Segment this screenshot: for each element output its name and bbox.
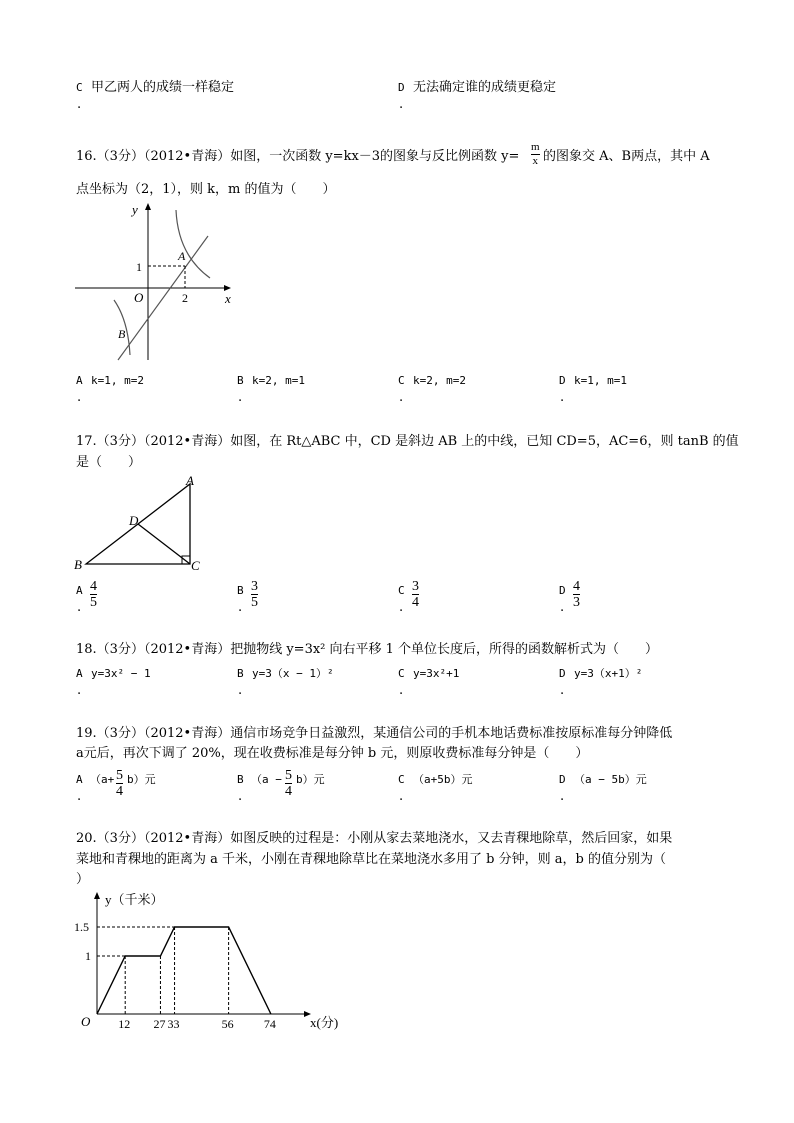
q18-option-text: y=3（x − 1）² xyxy=(252,667,334,680)
q16-option-text: k=2, m=1 xyxy=(252,374,305,387)
option-dot: . xyxy=(399,789,404,804)
option-dot: . xyxy=(560,789,565,804)
q16-option-letter: D xyxy=(559,374,566,387)
q17-stem-line1: 17.（3分）（2012•青海）如图，在 Rt△ABC 中，CD 是斜边 AB 上的中线，已知 CD=5，AC=6，则 tanB 的值 xyxy=(76,434,739,449)
option-dot: . xyxy=(238,683,243,698)
x-tick-label: 56 xyxy=(221,1017,234,1031)
chart-xlabel: x(分) xyxy=(310,1015,339,1030)
chart-origin: O xyxy=(81,1014,91,1029)
q19-stem-line2: a元后，再次下调了 20%，现在收费标准是每分钟 b 元，则原收费标准每分钟是（ ） xyxy=(76,746,589,761)
q16-option-letter: A xyxy=(76,374,83,387)
fig17-B: B xyxy=(74,557,82,572)
fig16-o: O xyxy=(134,290,144,305)
option-dot: . xyxy=(77,97,82,112)
series-line xyxy=(97,927,271,1014)
q18-option-letter: B xyxy=(237,667,244,680)
q18-option-letter: D xyxy=(559,667,566,680)
x-tick-label: 12 xyxy=(118,1017,131,1031)
q16-option-text: k=1, m=2 xyxy=(91,374,144,387)
q19-option-fraction: 5 4 xyxy=(285,768,292,799)
q18-option-letter: C xyxy=(398,667,405,680)
option-dot: . xyxy=(77,683,82,698)
x-tick-label: 74 xyxy=(263,1017,276,1031)
option-dot: . xyxy=(238,600,243,615)
option-dot: . xyxy=(399,683,404,698)
q18-stem: 18.（3分）（2012•青海）把抛物线 y=3x² 向右平移 1 个单位长度后，所得的函数解析式为（ ） xyxy=(76,642,659,657)
q20-stem-line1: 20.（3分）（2012•青海）如图反映的过程是：小刚从家去菜地浇水，又去青稞地除草，然后回家，如果 xyxy=(76,831,673,846)
q19-option-post: b）元 xyxy=(296,773,325,786)
option-dot: . xyxy=(238,789,243,804)
q19-option-post: b）元 xyxy=(127,773,156,786)
x-tick-label: 27 xyxy=(153,1017,166,1031)
fig16-x: x xyxy=(225,291,231,306)
q15-option-c-letter: C xyxy=(76,81,83,94)
q15-option-c: 甲乙两人的成绩一样稳定 xyxy=(91,80,235,95)
q16-option-letter: B xyxy=(237,374,244,387)
q19-option-letter: B xyxy=(237,773,244,786)
q20-chart xyxy=(70,888,360,1038)
q18-option-text: y=3x²+1 xyxy=(413,667,460,680)
option-dot: . xyxy=(399,600,404,615)
q18-option-text: y=3（x+1）² xyxy=(574,667,643,680)
q16-stem-a: 16.（3分）（2012•青海）如图，一次函数 y=kx－3的图象与反比例函数 y= xyxy=(76,149,520,164)
option-dot: . xyxy=(77,600,82,615)
option-dot: . xyxy=(77,789,82,804)
fig17-A: A xyxy=(186,473,194,488)
q16-option-text: k=2, m=2 xyxy=(413,374,466,387)
q16-figure xyxy=(70,200,240,365)
y-tick-label: 1 xyxy=(85,949,91,963)
option-dot: . xyxy=(560,683,565,698)
q16-stem-line2: 点坐标为（2，1），则 k，m 的值为（ ） xyxy=(76,182,336,197)
chart-ylabel: y（千米） xyxy=(105,892,164,907)
q19-option-text: （a − 5b）元 xyxy=(574,773,647,786)
option-dot: . xyxy=(399,390,404,405)
q17-stem-line2: 是（ ） xyxy=(76,455,142,470)
fig16-B: B xyxy=(118,327,126,341)
q17-option-letter: A xyxy=(76,584,83,597)
q16-option-text: k=1, m=1 xyxy=(574,374,627,387)
option-dot: . xyxy=(238,390,243,405)
q17-option-fraction: 3 5 xyxy=(251,579,258,610)
q19-option-text: （a+5b）元 xyxy=(413,773,473,786)
q18-option-letter: A xyxy=(76,667,83,680)
option-dot: . xyxy=(560,600,565,615)
fig16-A: A xyxy=(178,249,186,263)
q17-option-fraction: 4 3 xyxy=(573,579,580,610)
q16-option-letter: C xyxy=(398,374,405,387)
fig16-two: 2 xyxy=(182,291,188,305)
q19-option-letter: C xyxy=(398,773,405,786)
option-dot: . xyxy=(77,390,82,405)
q15-option-d-letter: D xyxy=(398,81,405,94)
fig17-C: C xyxy=(191,558,200,573)
option-dot: . xyxy=(560,390,565,405)
q16-stem-b: 的图象交 A、B两点，其中 A xyxy=(543,149,710,164)
q19-option-letter: A xyxy=(76,773,83,786)
q19-option-pre: （a − xyxy=(251,773,282,786)
y-tick-label: 1.5 xyxy=(74,920,89,934)
q17-option-letter: B xyxy=(237,584,244,597)
q16-fraction: m x xyxy=(531,141,540,167)
q15-option-d: 无法确定谁的成绩更稳定 xyxy=(413,80,557,95)
q17-figure xyxy=(70,472,210,577)
q18-option-text: y=3x² − 1 xyxy=(91,667,151,680)
fig16-one: 1 xyxy=(136,260,142,274)
fig16-y: y xyxy=(132,202,138,217)
x-tick-label: 33 xyxy=(167,1017,180,1031)
linear-line xyxy=(118,236,208,360)
q19-stem-line1: 19.（3分）（2012•青海）通信市场竞争日益激烈，某通信公司的手机本地话费标准按原标准每分钟降低 xyxy=(76,726,673,741)
hyperbola-branch-1 xyxy=(176,210,210,278)
q17-option-letter: C xyxy=(398,584,405,597)
q17-option-fraction: 4 5 xyxy=(90,579,97,610)
option-dot: . xyxy=(399,97,404,112)
q19-option-letter: D xyxy=(559,773,566,786)
fig17-D: D xyxy=(129,513,139,528)
q20-stem-line3: ） xyxy=(76,872,90,887)
q20-stem-line2: 菜地和青稞地的距离为 a 千米，小刚在青稞地除草比在菜地浇水多用了 b 分钟，则 a，b 的值分别为（ xyxy=(76,852,666,867)
q19-option-pre: （a+ xyxy=(90,773,115,786)
q17-option-letter: D xyxy=(559,584,566,597)
q17-option-fraction: 3 4 xyxy=(412,579,419,610)
q19-option-fraction: 5 4 xyxy=(116,768,123,799)
